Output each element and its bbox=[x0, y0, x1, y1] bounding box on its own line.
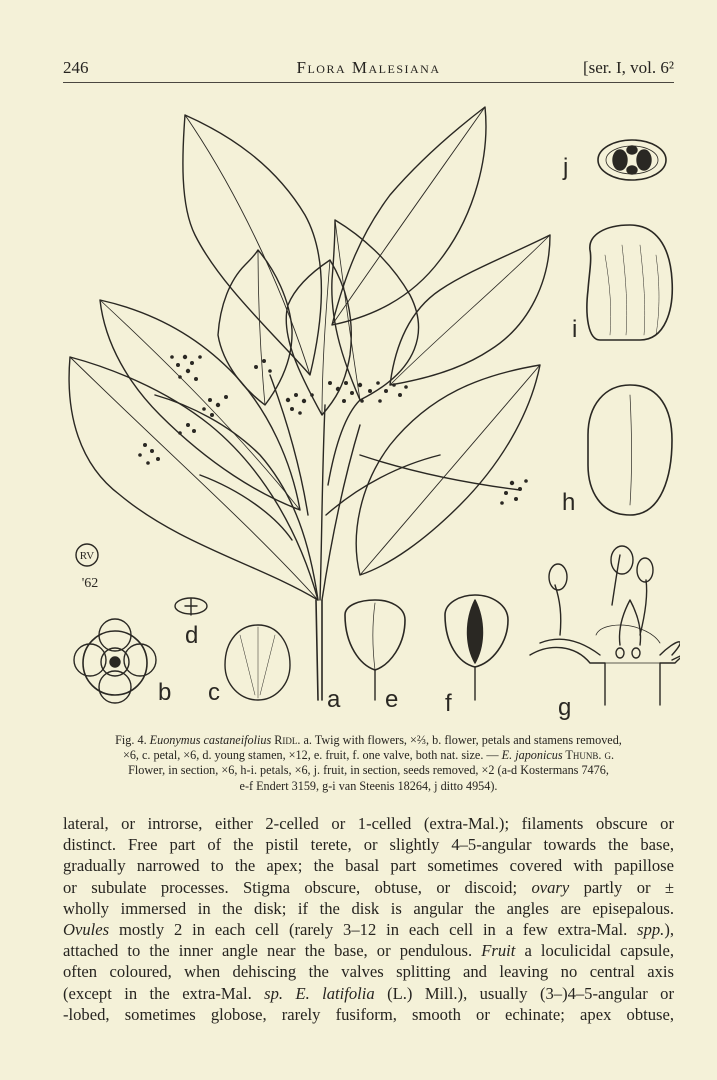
body-line: or subulate processes. Stigma obscure, obtuse, or discoid; ovary partly or ± bbox=[63, 877, 674, 897]
petal-c-drawing bbox=[225, 625, 290, 700]
stem bbox=[316, 600, 322, 700]
body-line: -lobed, sometimes globose, rarely fusiform, smooth or echinate; apex obtuse, bbox=[63, 1004, 674, 1024]
caption-line-2: ×6, c. petal, ×6, d. young stamen, ×12, e. fruit, f. one valve, both nat. size. — E. japonicus Thunb. g. bbox=[122, 748, 615, 763]
page-number: 246 bbox=[63, 58, 89, 77]
series-volume: [ser. I, vol. 6² bbox=[582, 58, 674, 77]
label-g: g bbox=[558, 694, 572, 721]
caption-species: Euonymus castaneifolius bbox=[149, 733, 272, 747]
label-j: j bbox=[563, 154, 569, 181]
label-e: e bbox=[385, 686, 399, 713]
figure-caption bbox=[63, 733, 674, 794]
body-line: wholly immersed in the disk; if the disk is angular the angles are episepalous. bbox=[63, 898, 674, 918]
caption-line-3: Flower, in section, ×6, h-i. petals, ×6, j. fruit, in section, seeds removed, ×2 (a-d Kostermans 7476, bbox=[128, 763, 609, 778]
caption-line-1: Fig. 4. Euonymus castaneifolius Ridl. a. Twig with flowers, ×⅔, b. flower, petals and stamens removed, bbox=[115, 733, 622, 747]
petal-i-drawing bbox=[587, 225, 672, 340]
body-line: Ovules mostly 2 in each cell (rarely 3–12 in each cell in a few extra-Mal. spp.), bbox=[63, 920, 674, 940]
petal-h-drawing bbox=[588, 385, 672, 515]
running-title: Flora Malesiana bbox=[296, 58, 441, 77]
running-header bbox=[63, 58, 674, 83]
body-line: gradually narrowed to the apex; the basal part sometimes covered with papillose bbox=[63, 856, 674, 876]
label-h: h bbox=[562, 489, 576, 516]
flower-section-drawing bbox=[530, 546, 680, 705]
drawing-year: '62 bbox=[81, 576, 99, 591]
label-d: d bbox=[185, 622, 199, 649]
artist-monogram bbox=[76, 544, 98, 591]
body-line: attached to the inner angle near the base, or pendulous. Fruit a loculicidal capsule, bbox=[63, 941, 674, 961]
label-i: i bbox=[572, 316, 578, 343]
label-f: f bbox=[445, 690, 452, 717]
valve-f-drawing bbox=[445, 595, 508, 700]
leaf bbox=[183, 115, 322, 375]
stamen-d-drawing bbox=[175, 598, 207, 615]
label-b: b bbox=[158, 679, 172, 706]
fruit-e-drawing bbox=[345, 600, 405, 700]
fruit-section-drawing bbox=[598, 140, 666, 180]
leaf bbox=[69, 357, 318, 600]
body-text bbox=[63, 813, 674, 1025]
leaf bbox=[218, 250, 292, 405]
body-line: lateral, or introrse, either 2-celled or 1-celled (extra-Mal.); filaments obscure or bbox=[63, 814, 674, 833]
body-line: (except in the extra-Mal. sp. E. latifolia (L.) Mill.), usually (3–)4–5-angular or bbox=[63, 983, 674, 1003]
botanical-figure bbox=[60, 95, 680, 725]
flower-b-drawing bbox=[74, 619, 156, 703]
caption-line-4: e-f Endert 3159, g-i van Steenis 18264, j ditto 4954). bbox=[239, 778, 498, 793]
label-c: c bbox=[208, 679, 220, 706]
monogram-text: RV bbox=[79, 550, 95, 562]
label-a: a bbox=[327, 686, 341, 713]
body-line: often coloured, when dehiscing the valves splitting and leaving no central axis bbox=[63, 962, 674, 982]
leaf bbox=[332, 220, 419, 400]
figure-drawing bbox=[60, 95, 680, 725]
body-line: distinct. Free part of the pistil terete, or slightly 4–5-angular towards the base, bbox=[63, 835, 674, 855]
leaf bbox=[286, 260, 351, 415]
